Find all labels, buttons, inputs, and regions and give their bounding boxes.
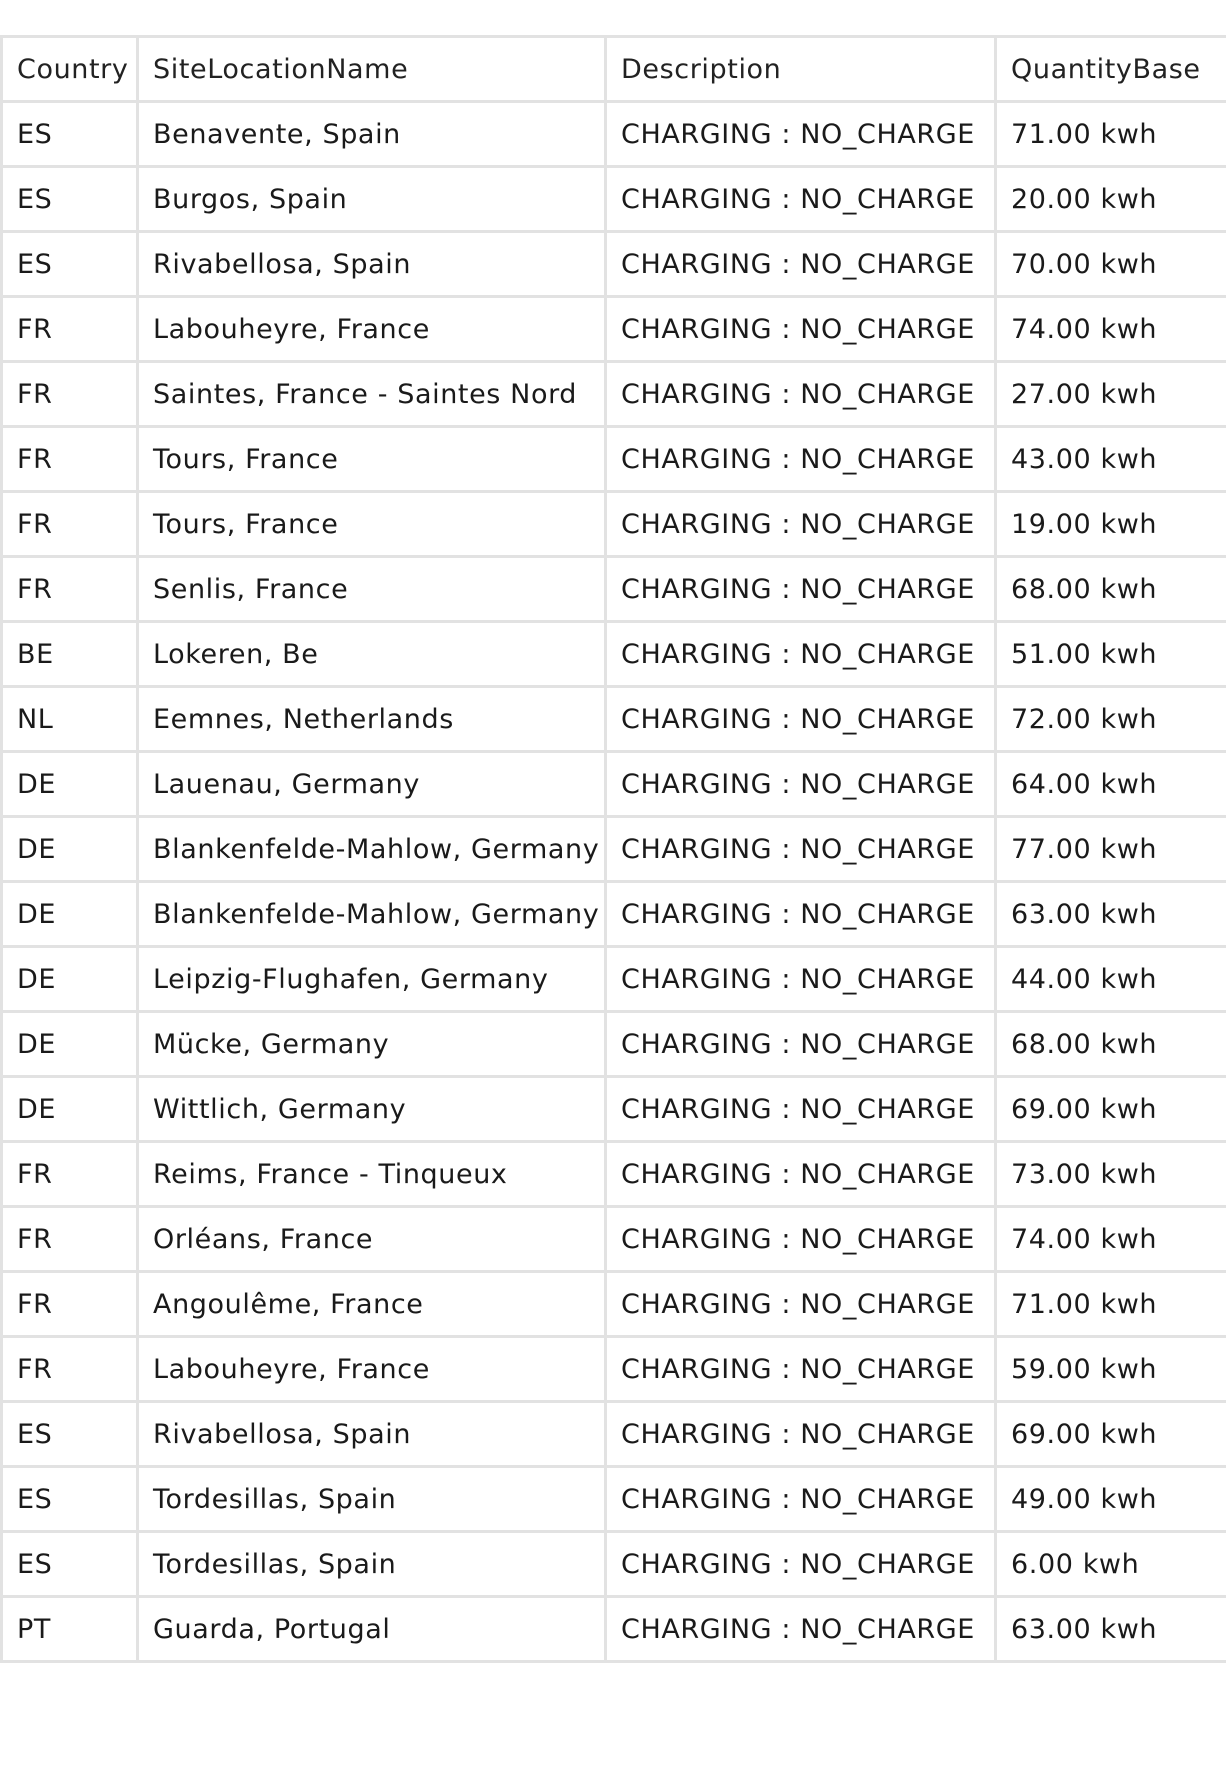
cell-description[interactable]: CHARGING : NO_CHARGE (606, 492, 996, 557)
cell-quantity-base[interactable]: 69.00 kwh (996, 1077, 1226, 1142)
cell-country[interactable]: DE (2, 1012, 138, 1077)
cell-description[interactable]: CHARGING : NO_CHARGE (606, 232, 996, 297)
cell-quantity-base[interactable]: 72.00 kwh (996, 687, 1226, 752)
column-header-site-location-name[interactable]: SiteLocationName (138, 37, 606, 102)
cell-country[interactable]: ES (2, 102, 138, 167)
cell-site-location-name[interactable]: Lauenau, Germany (138, 752, 606, 817)
cell-quantity-base[interactable]: 71.00 kwh (996, 102, 1226, 167)
cell-country[interactable]: DE (2, 817, 138, 882)
cell-description[interactable]: CHARGING : NO_CHARGE (606, 557, 996, 622)
cell-quantity-base[interactable]: 64.00 kwh (996, 752, 1226, 817)
table-row (0, 622, 1226, 687)
cell-site-location-name[interactable]: Leipzig-Flughafen, Germany (138, 947, 606, 1012)
data-sheet (0, 35, 1226, 1663)
cell-quantity-base[interactable]: 51.00 kwh (996, 622, 1226, 687)
table-row (0, 1272, 1226, 1337)
cell-site-location-name[interactable]: Reims, France - Tinqueux (138, 1142, 606, 1207)
cell-site-location-name[interactable]: Benavente, Spain (138, 102, 606, 167)
cell-country[interactable]: DE (2, 882, 138, 947)
cell-site-location-name[interactable]: Angoulême, France (138, 1272, 606, 1337)
cell-quantity-base[interactable]: 70.00 kwh (996, 232, 1226, 297)
table-row (0, 232, 1226, 297)
cell-description[interactable]: CHARGING : NO_CHARGE (606, 1597, 996, 1662)
cell-country[interactable]: FR (2, 427, 138, 492)
table-row (0, 1142, 1226, 1207)
table-row (0, 297, 1226, 362)
cell-quantity-base[interactable]: 20.00 kwh (996, 167, 1226, 232)
column-header-description[interactable]: Description (606, 37, 996, 102)
cell-site-location-name[interactable]: Tours, France (138, 492, 606, 557)
cell-quantity-base[interactable]: 63.00 kwh (996, 1597, 1226, 1662)
cell-site-location-name[interactable]: Eemnes, Netherlands (138, 687, 606, 752)
cell-quantity-base[interactable]: 74.00 kwh (996, 1207, 1226, 1272)
cell-description[interactable]: CHARGING : NO_CHARGE (606, 427, 996, 492)
cell-country[interactable]: FR (2, 1337, 138, 1402)
cell-description[interactable]: CHARGING : NO_CHARGE (606, 1077, 996, 1142)
cell-quantity-base[interactable]: 27.00 kwh (996, 362, 1226, 427)
table-row (0, 882, 1226, 947)
cell-country[interactable]: BE (2, 622, 138, 687)
cell-description[interactable]: CHARGING : NO_CHARGE (606, 817, 996, 882)
table-row (0, 362, 1226, 427)
table-row (0, 1467, 1226, 1532)
cell-description[interactable]: CHARGING : NO_CHARGE (606, 1532, 996, 1597)
table-row (0, 817, 1226, 882)
cell-quantity-base[interactable]: 74.00 kwh (996, 297, 1226, 362)
cell-description[interactable]: CHARGING : NO_CHARGE (606, 687, 996, 752)
table-row (0, 1532, 1226, 1597)
cell-description[interactable]: CHARGING : NO_CHARGE (606, 1467, 996, 1532)
table-row (0, 1402, 1226, 1467)
cell-description[interactable]: CHARGING : NO_CHARGE (606, 362, 996, 427)
cell-quantity-base[interactable]: 49.00 kwh (996, 1467, 1226, 1532)
cell-quantity-base[interactable]: 68.00 kwh (996, 1012, 1226, 1077)
cell-description[interactable]: CHARGING : NO_CHARGE (606, 882, 996, 947)
cell-country[interactable]: FR (2, 557, 138, 622)
cell-site-location-name[interactable]: Senlis, France (138, 557, 606, 622)
cell-country[interactable]: ES (2, 167, 138, 232)
cell-country[interactable]: PT (2, 1597, 138, 1662)
cell-site-location-name[interactable]: Labouheyre, France (138, 1337, 606, 1402)
cell-description[interactable]: CHARGING : NO_CHARGE (606, 1402, 996, 1467)
cell-description[interactable]: CHARGING : NO_CHARGE (606, 1142, 996, 1207)
table-row (0, 1077, 1226, 1142)
cell-quantity-base[interactable]: 71.00 kwh (996, 1272, 1226, 1337)
table-row (0, 102, 1226, 167)
cell-site-location-name[interactable]: Tours, France (138, 427, 606, 492)
cell-site-location-name[interactable]: Guarda, Portugal (138, 1597, 606, 1662)
table-row (0, 492, 1226, 557)
table-row (0, 1012, 1226, 1077)
table-header-row (0, 37, 1226, 102)
table-row (0, 427, 1226, 492)
cell-site-location-name[interactable]: Lokeren, Be (138, 622, 606, 687)
cell-quantity-base[interactable]: 73.00 kwh (996, 1142, 1226, 1207)
charging-sessions-table (0, 35, 1226, 1663)
cell-site-location-name[interactable]: Rivabellosa, Spain (138, 232, 606, 297)
cell-site-location-name[interactable]: Orléans, France (138, 1207, 606, 1272)
cell-site-location-name[interactable]: Blankenfelde-Mahlow, Germany (138, 817, 606, 882)
cell-site-location-name[interactable]: Mücke, Germany (138, 1012, 606, 1077)
cell-country[interactable]: NL (2, 687, 138, 752)
cell-country[interactable]: FR (2, 362, 138, 427)
cell-country[interactable]: FR (2, 1272, 138, 1337)
cell-description[interactable]: CHARGING : NO_CHARGE (606, 1207, 996, 1272)
cell-country[interactable]: FR (2, 1142, 138, 1207)
table-row (0, 687, 1226, 752)
cell-description[interactable]: CHARGING : NO_CHARGE (606, 947, 996, 1012)
cell-quantity-base[interactable]: 63.00 kwh (996, 882, 1226, 947)
cell-quantity-base[interactable]: 69.00 kwh (996, 1402, 1226, 1467)
cell-country[interactable]: ES (2, 1402, 138, 1467)
column-header-country[interactable]: Country (2, 37, 138, 102)
table-row (0, 1337, 1226, 1402)
cell-quantity-base[interactable]: 43.00 kwh (996, 427, 1226, 492)
cell-quantity-base[interactable]: 6.00 kwh (996, 1532, 1226, 1597)
cell-site-location-name[interactable]: Tordesillas, Spain (138, 1532, 606, 1597)
cell-country[interactable]: ES (2, 1467, 138, 1532)
cell-country[interactable]: FR (2, 297, 138, 362)
cell-description[interactable]: CHARGING : NO_CHARGE (606, 622, 996, 687)
table-row (0, 947, 1226, 1012)
table-row (0, 752, 1226, 817)
table-row (0, 1207, 1226, 1272)
cell-quantity-base[interactable]: 19.00 kwh (996, 492, 1226, 557)
cell-description[interactable]: CHARGING : NO_CHARGE (606, 752, 996, 817)
cell-quantity-base[interactable]: 68.00 kwh (996, 557, 1226, 622)
column-header-quantity-base[interactable]: QuantityBase (996, 37, 1226, 102)
cell-description[interactable]: CHARGING : NO_CHARGE (606, 1337, 996, 1402)
cell-country[interactable]: FR (2, 492, 138, 557)
cell-quantity-base[interactable]: 77.00 kwh (996, 817, 1226, 882)
cell-country[interactable]: DE (2, 947, 138, 1012)
cell-site-location-name[interactable]: Blankenfelde-Mahlow, Germany (138, 882, 606, 947)
cell-site-location-name[interactable]: Labouheyre, France (138, 297, 606, 362)
table-row (0, 557, 1226, 622)
cell-site-location-name[interactable]: Tordesillas, Spain (138, 1467, 606, 1532)
cell-site-location-name[interactable]: Rivabellosa, Spain (138, 1402, 606, 1467)
cell-description[interactable]: CHARGING : NO_CHARGE (606, 167, 996, 232)
cell-country[interactable]: FR (2, 1207, 138, 1272)
cell-description[interactable]: CHARGING : NO_CHARGE (606, 102, 996, 167)
table-body (0, 102, 1226, 1662)
cell-description[interactable]: CHARGING : NO_CHARGE (606, 297, 996, 362)
table-row (0, 167, 1226, 232)
cell-description[interactable]: CHARGING : NO_CHARGE (606, 1272, 996, 1337)
cell-country[interactable]: DE (2, 1077, 138, 1142)
cell-country[interactable]: ES (2, 1532, 138, 1597)
cell-country[interactable]: DE (2, 752, 138, 817)
cell-country[interactable]: ES (2, 232, 138, 297)
cell-quantity-base[interactable]: 59.00 kwh (996, 1337, 1226, 1402)
cell-site-location-name[interactable]: Saintes, France - Saintes Nord (138, 362, 606, 427)
cell-site-location-name[interactable]: Wittlich, Germany (138, 1077, 606, 1142)
table-row (0, 1597, 1226, 1662)
cell-quantity-base[interactable]: 44.00 kwh (996, 947, 1226, 1012)
cell-site-location-name[interactable]: Burgos, Spain (138, 167, 606, 232)
cell-description[interactable]: CHARGING : NO_CHARGE (606, 1012, 996, 1077)
